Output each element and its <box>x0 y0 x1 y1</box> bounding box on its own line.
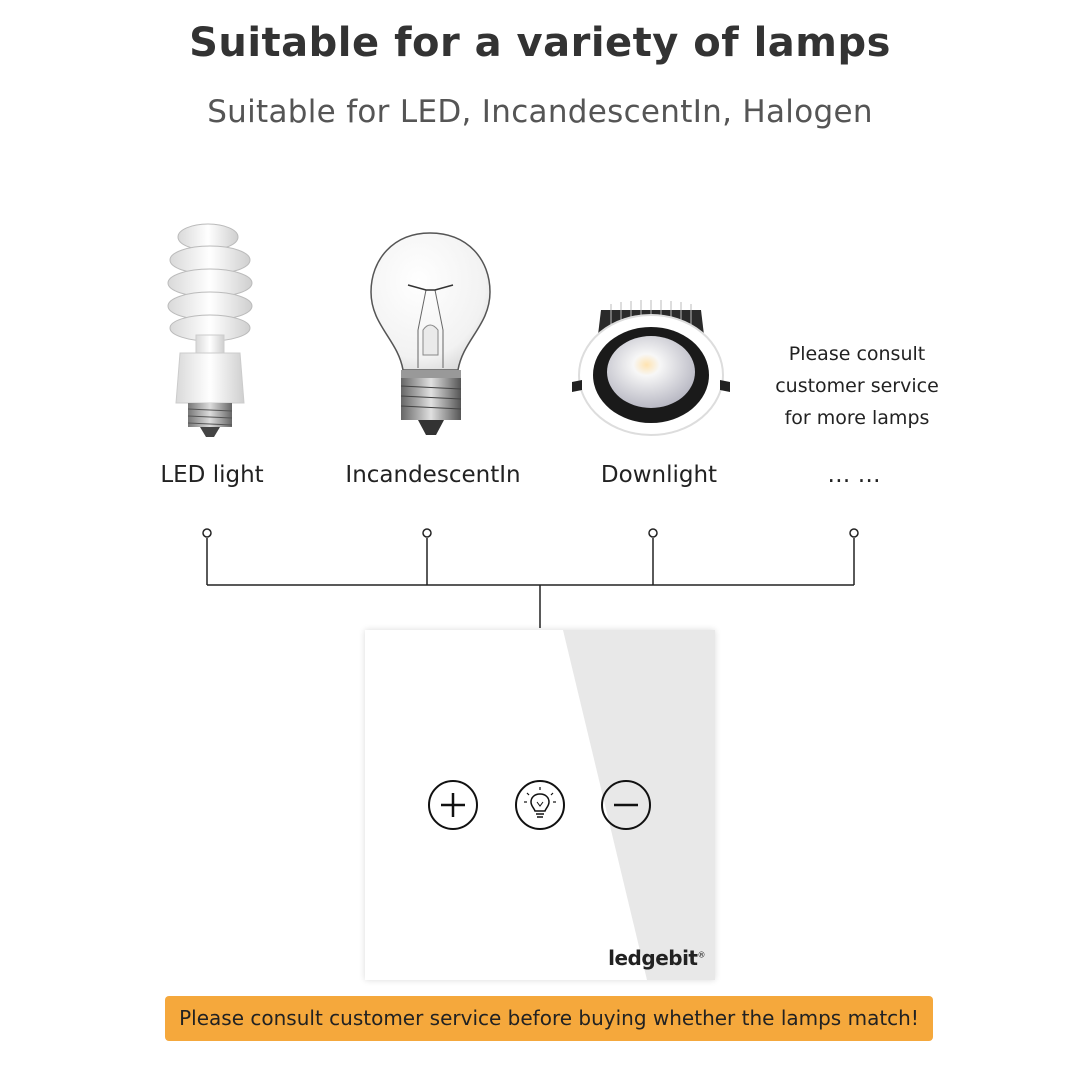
minus-icon <box>603 782 649 828</box>
lamp-label-more: … … <box>827 462 881 488</box>
plus-button[interactable] <box>428 780 478 830</box>
note-line: Please consult <box>788 343 926 365</box>
note-line: customer service <box>775 375 939 397</box>
lamp-label-incandescent: IncandescentIn <box>345 462 521 488</box>
brand-text: ledgebit <box>608 946 698 970</box>
brand-logo <box>608 946 705 970</box>
registered-mark: ® <box>697 950 705 960</box>
page-subtitle: Suitable for LED, IncandescentIn, Halogen <box>207 94 873 130</box>
bulb-icon <box>517 782 563 828</box>
minus-button[interactable] <box>601 780 651 830</box>
note-line: for more lamps <box>784 407 930 429</box>
notice-banner: Please consult customer service before buying whether the lamps match! <box>165 996 933 1041</box>
page-title: Suitable for a variety of lamps <box>189 20 891 66</box>
light-toggle-button[interactable] <box>515 780 565 830</box>
lamp-label-downlight: Downlight <box>600 462 718 488</box>
dimmer-switch-panel <box>365 630 715 980</box>
plus-icon <box>430 782 476 828</box>
lamp-label-led: LED light <box>160 462 264 488</box>
